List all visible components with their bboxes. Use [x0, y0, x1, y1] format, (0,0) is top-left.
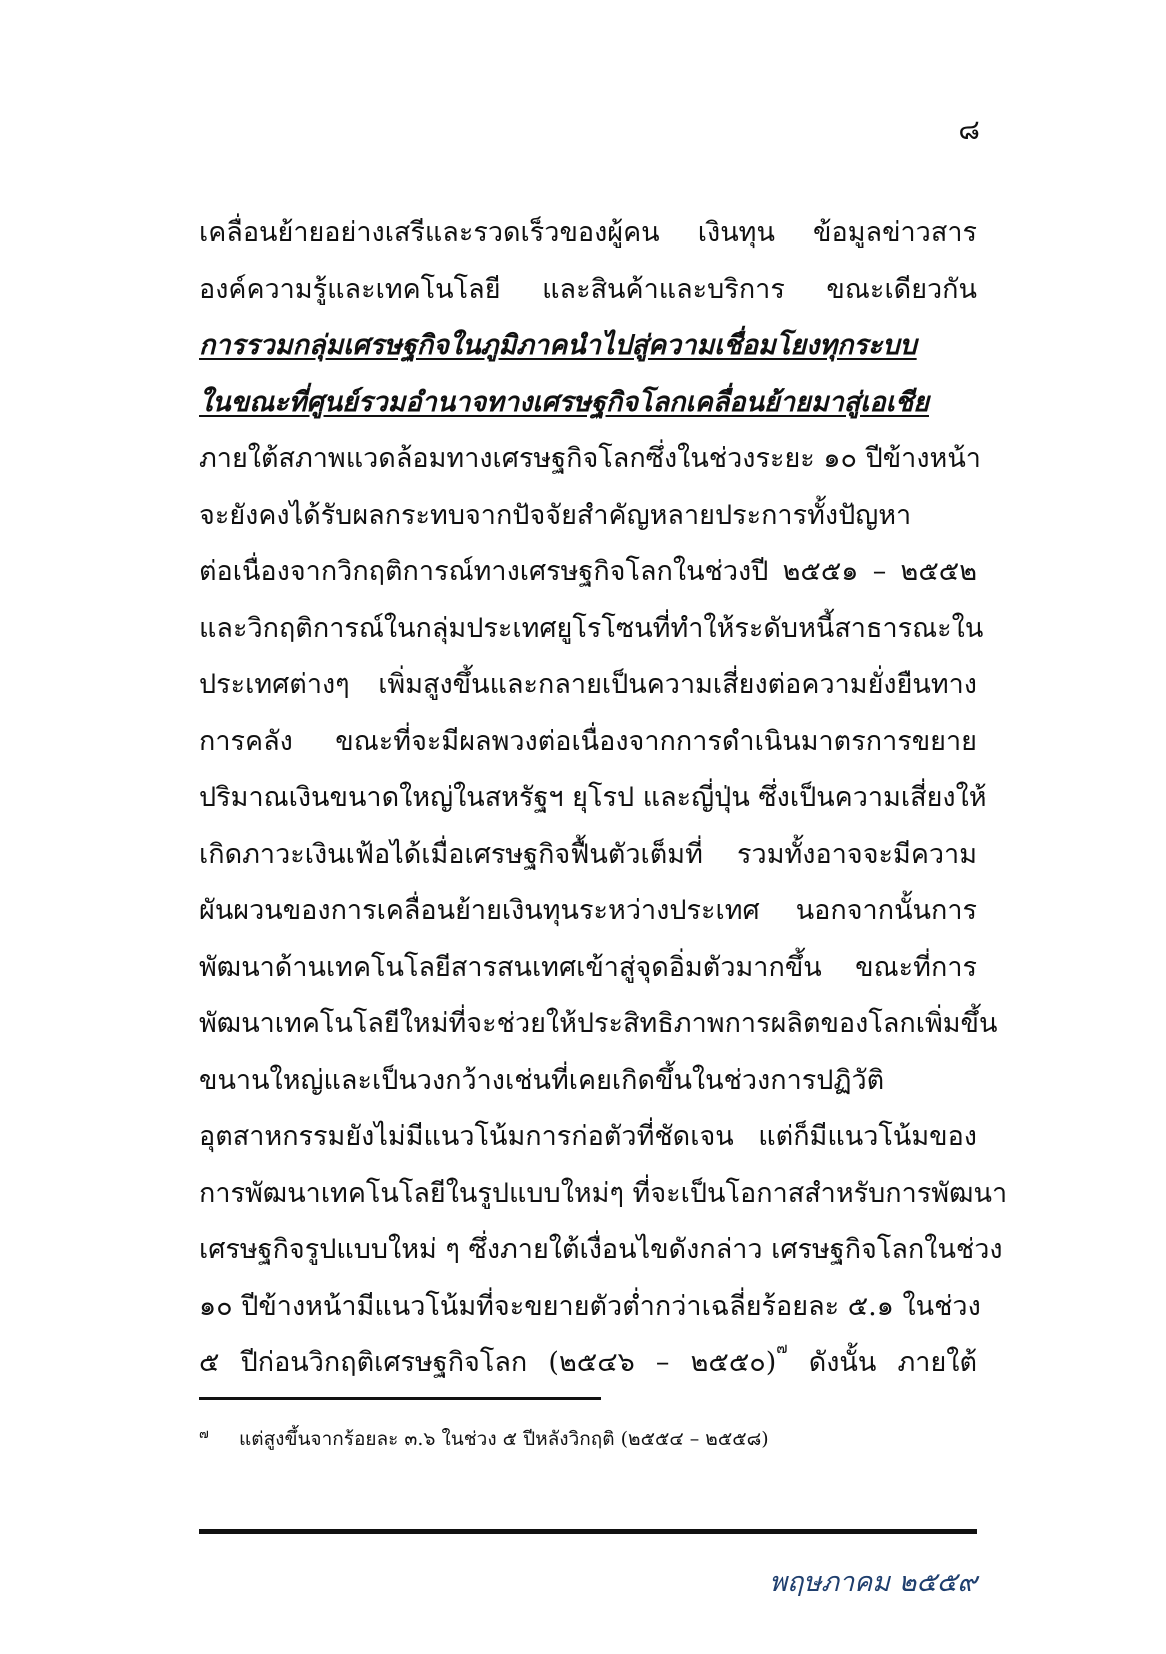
paragraph-line: การพัฒนาเทคโนโลยีในรูปแบบใหม่ๆ ที่จะเป็นโอกาสสำหรับการพัฒนา [199, 1177, 1008, 1209]
paragraph-line: เกิดภาวะเงินเฟ้อได้เมื่อเศรษฐกิจฟื้นตัวเต็มที่ รวมทั้งอาจจะมีความ [199, 838, 977, 870]
last-line-text-end: ดังนั้น ภายใต้ [787, 1347, 977, 1378]
paragraph-line: ๑๐ ปีข้างหน้ามีแนวโน้มที่จะขยายตัวต่ำกว่าเฉลี่ยร้อยละ ๕.๑ ในช่วง [199, 1290, 981, 1322]
emphasized-line: การรวมกลุ่มเศรษฐกิจในภูมิภาคนำไปสู่ความเชื่อมโยงทุกระบบ [199, 330, 917, 361]
paragraph-line: เคลื่อนย้ายอย่างเสรีและรวดเร็วของผู้คน เงินทุน ข้อมูลข่าวสาร [199, 217, 977, 248]
footnote-marker: ๗ [199, 1427, 209, 1442]
paragraph-line: จะยังคงได้รับผลกระทบจากปัจจัยสำคัญหลายประการทั้งปัญหา [199, 499, 912, 531]
paragraph-line: อุตสาหกรรมยังไม่มีแนวโน้มการก่อตัวที่ชัดเจน แต่ก็มีแนวโน้มของ [199, 1121, 977, 1152]
paragraph-line: องค์ความรู้และเทคโนโลยี และสินค้าและบริการ ขณะเดียวกัน [199, 273, 977, 305]
paragraph-line: ภายใต้สภาพแวดล้อมทางเศรษฐกิจโลกซึ่งในช่วงระยะ ๑๐ ปีข้างหน้า [199, 443, 981, 474]
footer-date: พฤษภาคม ๒๕๕๙ [769, 1567, 977, 1598]
footnote-reference[interactable]: ๗ [776, 1339, 788, 1357]
paragraph-line: ผันผวนของการเคลื่อนย้ายเงินทุนระหว่างประเทศ นอกจากนั้นการ [199, 895, 977, 926]
paragraph-line: พัฒนาเทคโนโลยีใหม่ที่จะช่วยให้ประสิทธิภาพการผลิตของโลกเพิ่มขึ้น [199, 1008, 998, 1039]
emphasized-line: ในขณะที่ศูนย์รวมอำนาจทางเศรษฐกิจโลกเคลื่อนย้ายมาสู่เอเชีย [199, 386, 929, 418]
footnote [199, 1424, 979, 1454]
last-line-text: ๕ ปีก่อนวิกฤติเศรษฐกิจโลก (๒๕๔๖ – ๒๕๕๐) [199, 1347, 777, 1378]
paragraph-line: ปริมาณเงินขนาดใหญ่ในสหรัฐฯ ยุโรป และญี่ปุ่น ซึ่งเป็นความเสี่ยงให้ [199, 782, 987, 813]
footnote-text: แต่สูงขึ้นจากร้อยละ ๓.๖ ในช่วง ๕ ปีหลังวิกฤติ (๒๕๕๔ – ๒๕๕๘) [239, 1428, 769, 1450]
paragraph-line: เศรษฐกิจรูปแบบใหม่ ๆ ซึ่งภายใต้เงื่อนไขดังกล่าว เศรษฐกิจโลกในช่วง [199, 1234, 1003, 1265]
paragraph-last-line [199, 1335, 977, 1392]
paragraph-line: และวิกฤติการณ์ในกลุ่มประเทศยูโรโซนที่ทำให้ระดับหนี้สาธารณะใน [199, 612, 984, 644]
footer-rule [199, 1529, 977, 1534]
paragraph-line: ประเทศต่างๆ เพิ่มสูงขึ้นและกลายเป็นความเสี่ยงต่อความยั่งยืนทาง [199, 669, 977, 700]
paragraph-line: การคลัง ขณะที่จะมีผลพวงต่อเนื่องจากการดำเนินมาตรการขยาย [199, 725, 977, 757]
paragraph-line: ต่อเนื่องจากวิกฤติการณ์ทางเศรษฐกิจโลกในช่วงปี ๒๕๕๑ – ๒๕๕๒ [199, 556, 977, 587]
paragraph-line: พัฒนาด้านเทคโนโลยีสารสนเทศเข้าสู่จุดอิ่มตัวมากขึ้น ขณะที่การ [199, 951, 977, 983]
paragraph-line: ขนานใหญ่และเป็นวงกว้างเช่นที่เคยเกิดขึ้นในช่วงการปฏิวัติ [199, 1064, 885, 1096]
page-number: ๘ [958, 113, 980, 146]
body-paragraph [199, 205, 1008, 1392]
footnote-separator [199, 1397, 601, 1400]
